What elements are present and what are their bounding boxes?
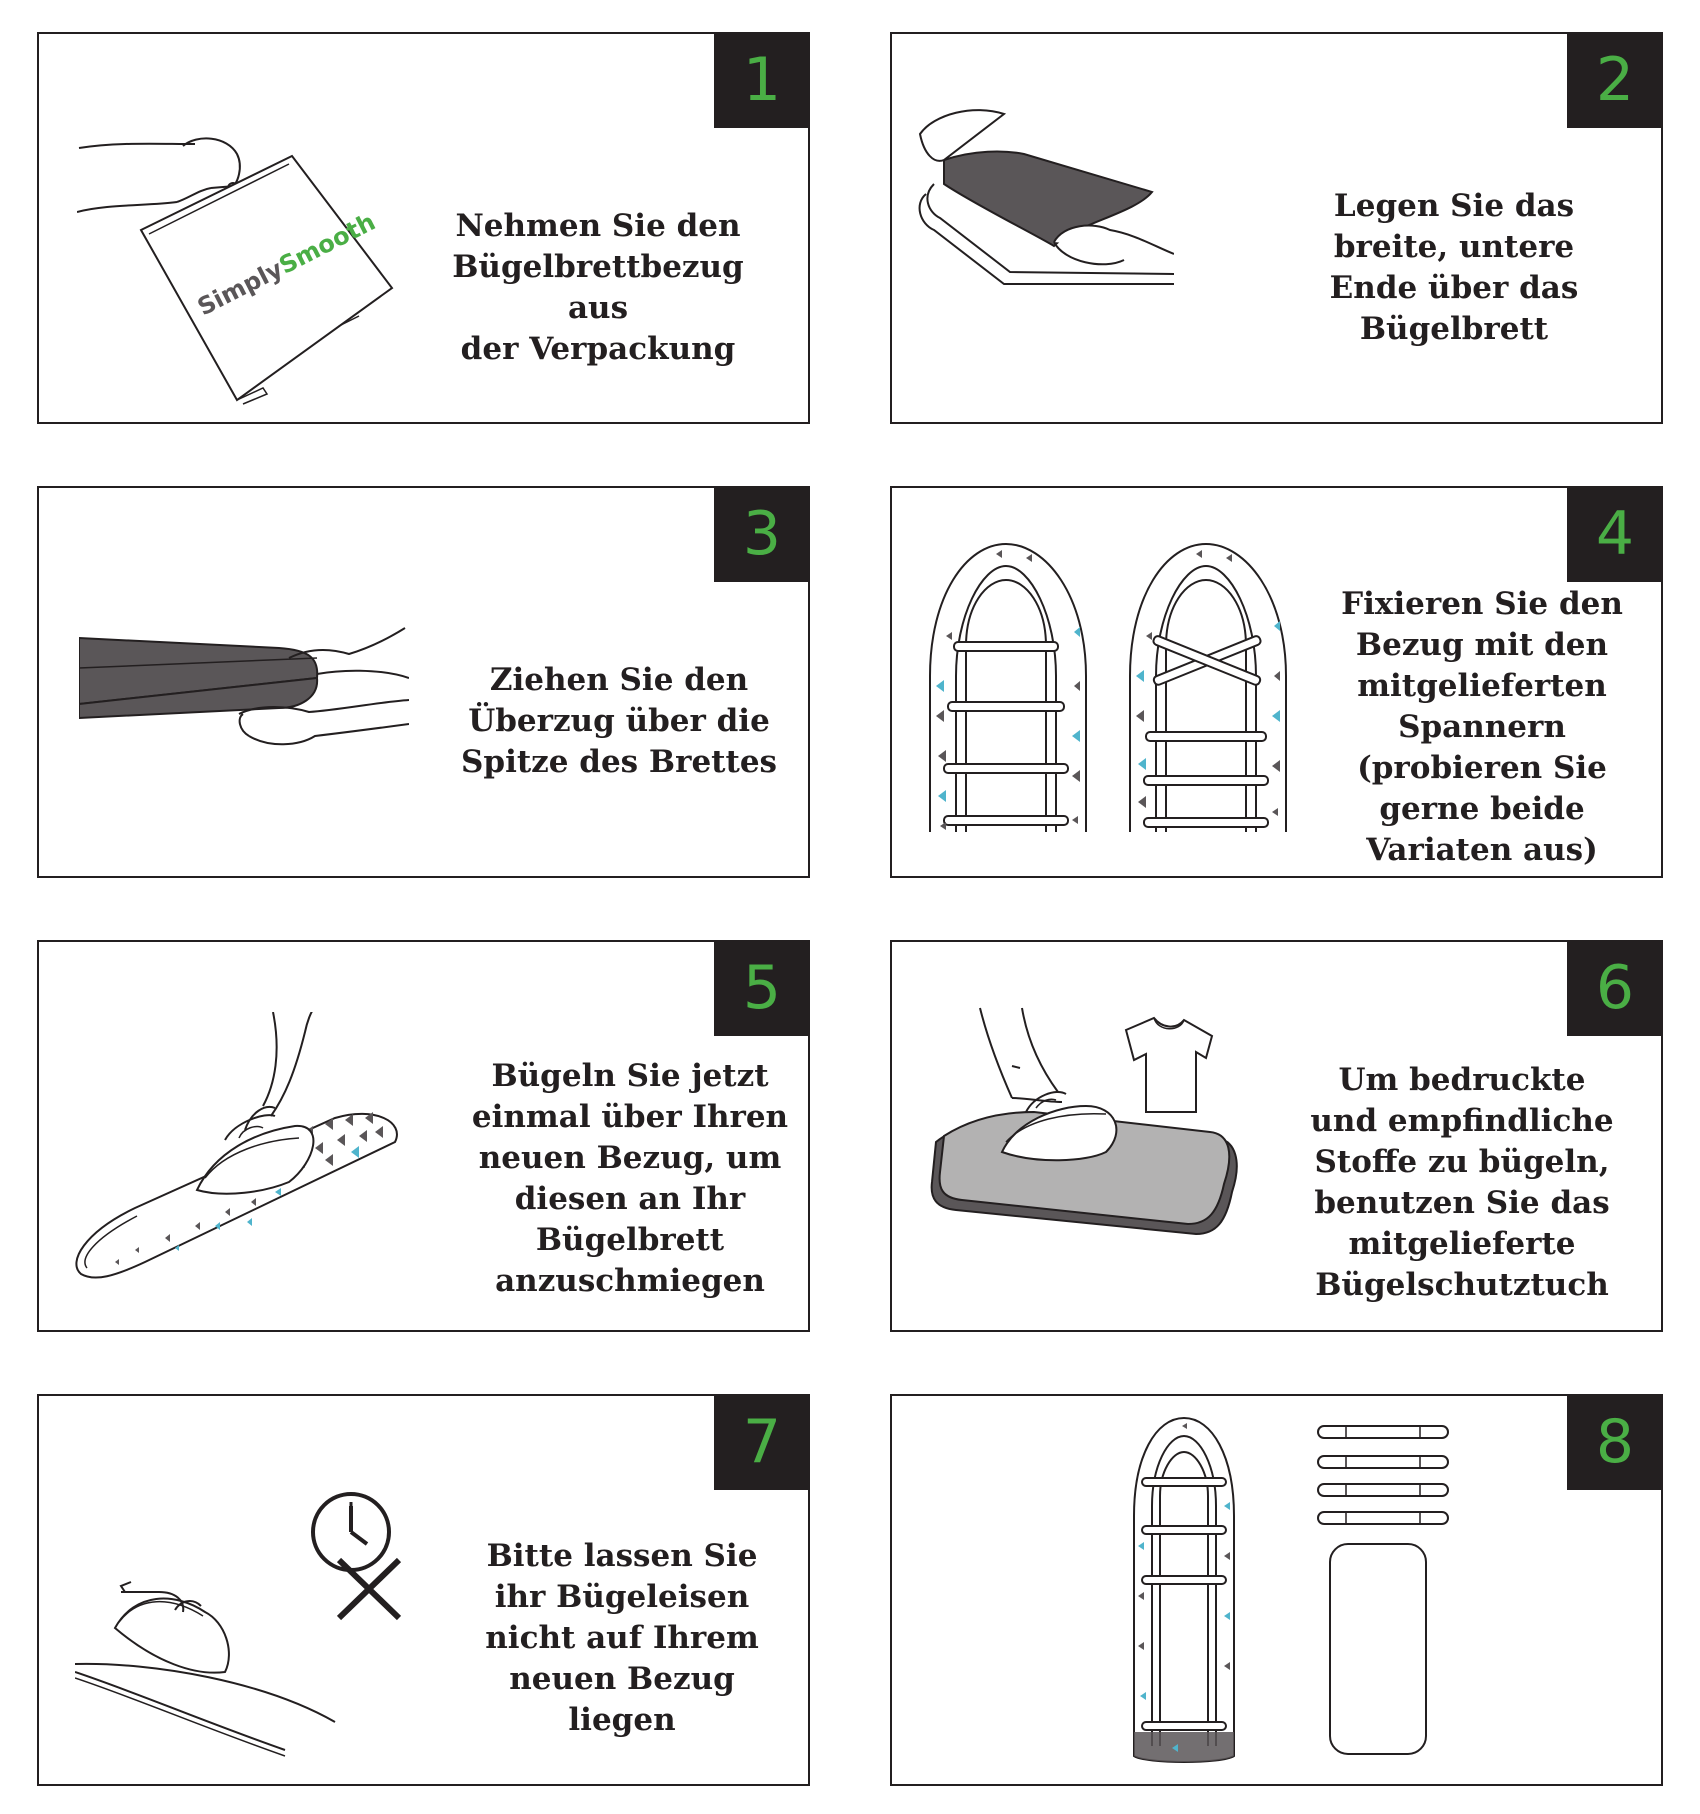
- board-fasteners-icon: [926, 536, 1316, 836]
- step-number-4: 4: [1567, 486, 1663, 582]
- step-number-1: 1: [714, 32, 810, 128]
- step-panel-1: [37, 32, 810, 424]
- step-text-7: Bitte lassen Sie ihr Bügeleisen nicht auf Ihrem neuen Bezug liegen: [485, 1538, 759, 1738]
- step-text-5: Bügeln Sie jetzt einmal über Ihren neuen Bezug, um diesen an Ihr Bügelbrett anzuschmiegen: [471, 1058, 789, 1299]
- step-number-2: 2: [1567, 32, 1663, 128]
- contents-overview-icon: [1132, 1416, 1452, 1766]
- step-panel-4: [890, 486, 1663, 878]
- step-text-3: Ziehen Sie den Überzug über die Spitze des Brettes: [461, 662, 777, 780]
- cover-on-board-icon: [914, 74, 1174, 334]
- step-number-6: 6: [1567, 940, 1663, 1036]
- step-number-7: 7: [714, 1394, 810, 1490]
- step-panel-5: [37, 940, 810, 1332]
- step-number-8: 8: [1567, 1394, 1663, 1490]
- step-panel-6: [890, 940, 1663, 1332]
- iron-on-board-icon: [75, 1012, 415, 1282]
- step-panel-8: [890, 1394, 1663, 1786]
- step-text-1: Nehmen Sie den Bügelbrettbezug aus der Verpackung: [452, 208, 744, 367]
- step-text-6: Um bedruckte und empfindliche Stoffe zu bügeln, benutzen Sie das mitgelieferte Bügelschutztuch: [1310, 1062, 1614, 1303]
- package-icon: [77, 94, 417, 414]
- step-text-4: Fixieren Sie den Bezug mit den mitgelieferten Spannern (probieren Sie gerne beide Variaten aus): [1341, 586, 1623, 868]
- pulling-cover-icon: [79, 608, 409, 768]
- step-number-3: 3: [714, 486, 810, 582]
- protective-cloth-icon: [916, 1002, 1256, 1272]
- step-text-2: Legen Sie das breite, untere Ende über das Bügelbrett: [1329, 188, 1579, 347]
- brand-name-part2: Smooth: [274, 207, 380, 280]
- step-panel-7: [37, 1394, 810, 1786]
- step-panel-2: [890, 32, 1663, 424]
- step-panel-3: [37, 486, 810, 878]
- step-number-5: 5: [714, 940, 810, 1036]
- brand-name-part1: Simply: [193, 254, 288, 322]
- clock-cross-icon: [75, 1492, 415, 1762]
